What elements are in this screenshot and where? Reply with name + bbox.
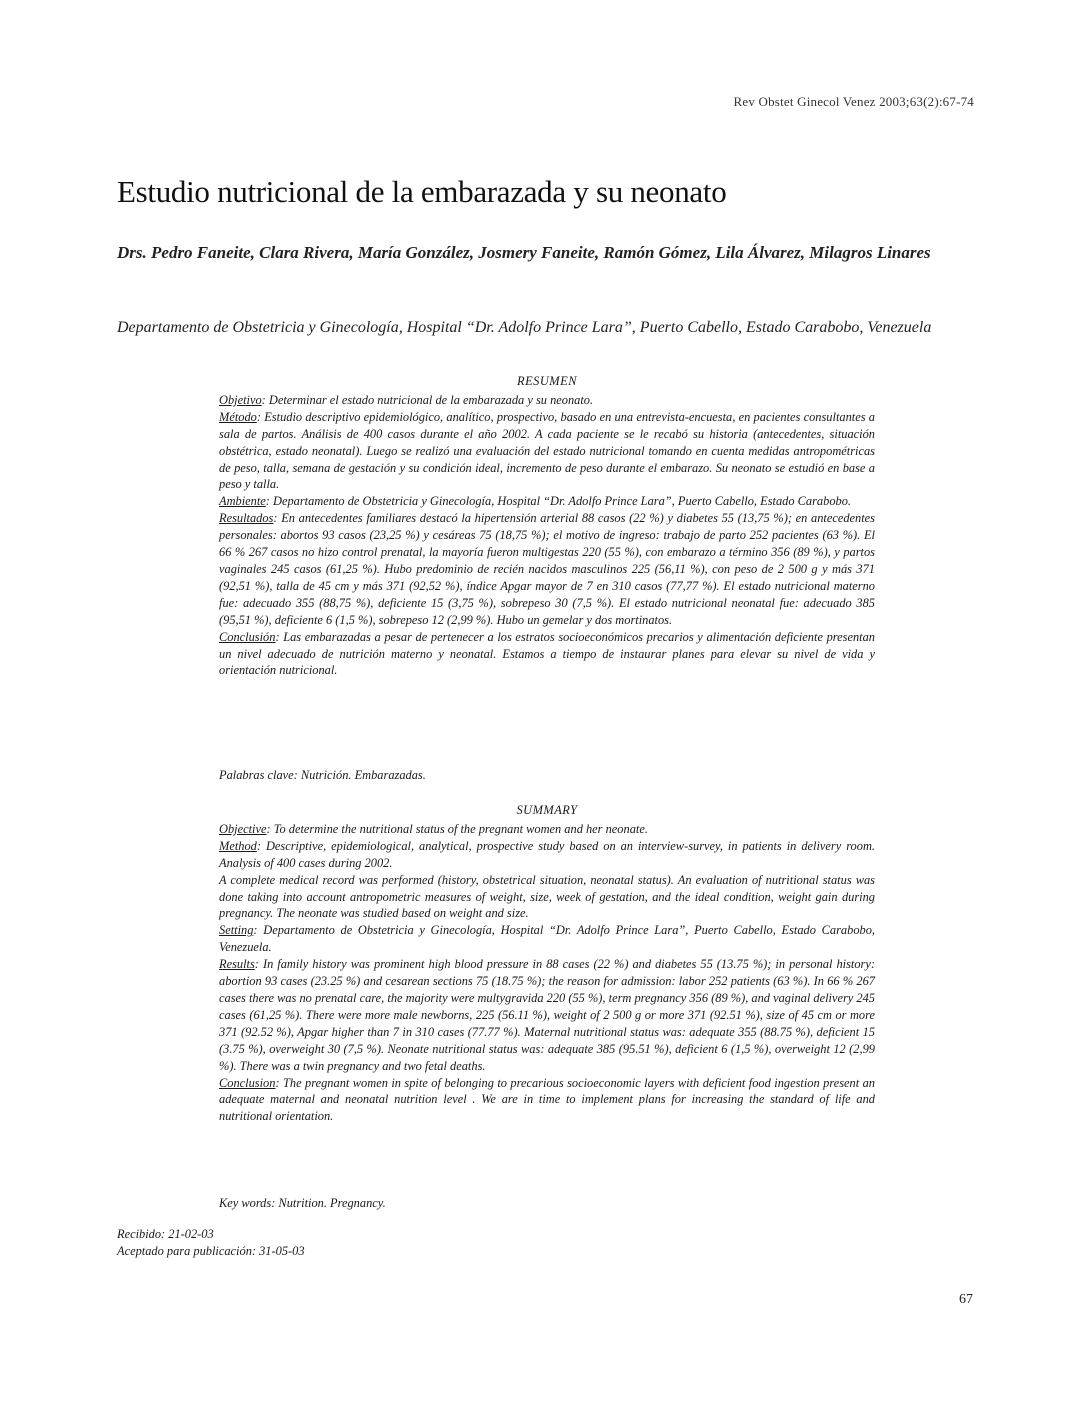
key-words: Key words: Nutrition. Pregnancy. — [219, 1196, 386, 1210]
summary-results — [219, 956, 875, 1074]
publication-dates — [117, 1226, 305, 1260]
section-label: Objetivo — [219, 392, 262, 407]
resumen-heading: RESUMEN — [517, 374, 577, 388]
resumen-metodo — [219, 409, 875, 494]
section-label: Método — [219, 409, 257, 424]
article-affiliation: Departamento de Obstetricia y Ginecología, Hospital “Dr. Adolfo Prince Lara”, Puerto Cabello, Estado Carabobo, Venezuela — [117, 319, 932, 336]
article-authors: Drs. Pedro Faneite, Clara Rivera, María González, Josmery Faneite, Ramón Gómez, Lila Álvarez, Milagros Linares — [117, 243, 931, 262]
summary-objective — [219, 821, 875, 838]
resumen-conclusion — [219, 629, 875, 680]
section-label: Objective — [219, 821, 267, 836]
summary-method — [219, 838, 875, 872]
summary-method-detail — [219, 872, 875, 923]
resumen-resultados — [219, 510, 875, 628]
section-text: : Departamento de Obstetricia y Ginecología, Hospital “Dr. Adolfo Prince Lara”, Puerto Cabello, Estado Carabobo, Venezuela. — [219, 923, 875, 955]
resumen-abstract — [219, 373, 875, 679]
section-label: Resultados — [219, 511, 274, 526]
article-title: Estudio nutricional de la embarazada y su neonato — [117, 174, 727, 209]
summary-setting — [219, 922, 875, 956]
accepted-date: Aceptado para publicación: 31-05-03 — [117, 1244, 305, 1258]
page-number: 67 — [959, 1292, 973, 1307]
received-date: Recibido: 21-02-03 — [117, 1227, 214, 1241]
section-text: : Descriptive, epidemiological, analytical, prospective study based on an interview-survey, in patients in delivery room. Analysis of 400 cases during 2002. — [219, 838, 875, 870]
section-text: : In family history was prominent high blood pressure in 88 cases (22 %) and diabetes 55 (13.75 %); in personal history: abortion 93 cases (23.25 %) and cesarean sections 75 (18.75 %); the reason for admission: labor 252 patients (63 %). In 66 % 267 cases there was no prenatal care, the majority were multygravida 220 (55 %), term pregnancy 356 (89 %), and vaginal delivery 245 cases (61,25 %). There were more male newborns, 225 (56.11 %), weight of 2 500 g or more 371 (92.51 %), size of 45 cm or more 371 (92.52 %), Apgar higher than 7 in 310 cases (77.77 %). Maternal nutritional status was: adequate 355 (88.75 %), deficient 15 (3.75 %), overweight 30 (7,5 %). Neonate nutritional status was: adequate 385 (95.51 %), deficient 6 (1,5 %), overweight 12 (2,99 %). There was a twin pregnancy and two fetal deaths. — [219, 957, 875, 1073]
summary-abstract — [219, 802, 875, 1125]
summary-conclusion — [219, 1075, 875, 1126]
section-text: A complete medical record was performed (history, obstetrical situation, neonatal status). An evaluation of nutritional status was done taking into account antropometric measures of weight, size, week of gestation, and the ideal condition, weight gain during pregnancy. The neonate was studied based on weight and size. — [219, 872, 875, 921]
section-text: : Determinar el estado nutricional de la embarazada y su neonato. — [261, 392, 594, 407]
resumen-objetivo — [219, 392, 875, 409]
resumen-ambiente — [219, 493, 875, 510]
section-label: Method — [219, 838, 257, 853]
section-label: Ambiente — [219, 494, 266, 509]
section-text: : Departamento de Obstetricia y Ginecología, Hospital “Dr. Adolfo Prince Lara”, Puerto Cabello, Estado Carabobo. — [265, 494, 851, 509]
section-text: : En antecedentes familiares destacó la hipertensión arterial 88 casos (22 %) y diabetes 55 (13,75 %); en antecedentes personales: abortos 93 casos (23,25 %) y cesáreas 75 (18,75 %); el motivo de ingreso: trabajo de parto 252 pacientes (63 %). El 66 % 267 casos no hizo control prenatal, la mayoría fueron multigestas 220 (55 %), con embarazo a término 356 (89 %), y partos vaginales 245 casos (61,25 %). Hubo predominio de recién nacidos masculinos 225 (56,11 %), con peso de 2 500 g y más 371 (92,51 %), talla de 45 cm y más 371 (92,52 %), índice Apgar mayor de 7 en 310 casos (77,77 %). El estado nutricional materno fue: adecuado 355 (88,75 %), deficiente 15 (3,75 %), sobrepeso 30 (7,5 %). El estado nutricional neonatal fue: adecuado 385 (95,51 %), deficiente 6 (1,5 %), sobrepeso 12 (2,99 %). Hubo un gemelar y dos mortinatos. — [219, 511, 875, 627]
section-label: Setting — [219, 923, 254, 938]
palabras-clave: Palabras clave: Nutrición. Embarazadas. — [219, 768, 426, 782]
section-label: Conclusion — [219, 1075, 276, 1090]
journal-reference: Rev Obstet Ginecol Venez 2003;63(2):67-74 — [733, 94, 974, 109]
section-label: Results — [219, 957, 255, 972]
section-text: : The pregnant women in spite of belonging to precarious socioeconomic layers with deficient food ingestion present an adequate maternal and neonatal nutrition level . We are in time to implement plans for increasing the standard of life and nutritional orientation. — [219, 1075, 875, 1124]
section-text: : To determine the nutritional status of the pregnant women and her neonate. — [266, 821, 648, 836]
section-text: : Estudio descriptivo epidemiológico, analítico, prospectivo, basado en una entrevista-encuesta, en pacientes consultantes a sala de partos. Análisis de 400 casos durante el año 2002. A cada paciente se le recabó su historia (antecedentes, situación obstétrica, estado neonatal). Luego se realizó una evaluación del estado nutricional tomando en cuenta medidas antropométricas de peso, talla, semana de gestación y su condición ideal, incremento de peso durante el embarazo. Su neonato se estudió en base a peso y talla. — [219, 409, 875, 492]
summary-heading: SUMMARY — [516, 803, 578, 817]
section-text: : Las embarazadas a pesar de pertenecer a los estratos socioeconómicos precarios y alimentación deficiente presentan un nivel adecuado de nutrición materno y neonatal. Estamos a tiempo de instaurar planes para elevar su nivel de vida y orientación nutricional. — [219, 629, 875, 678]
section-label: Conclusión — [219, 629, 276, 644]
